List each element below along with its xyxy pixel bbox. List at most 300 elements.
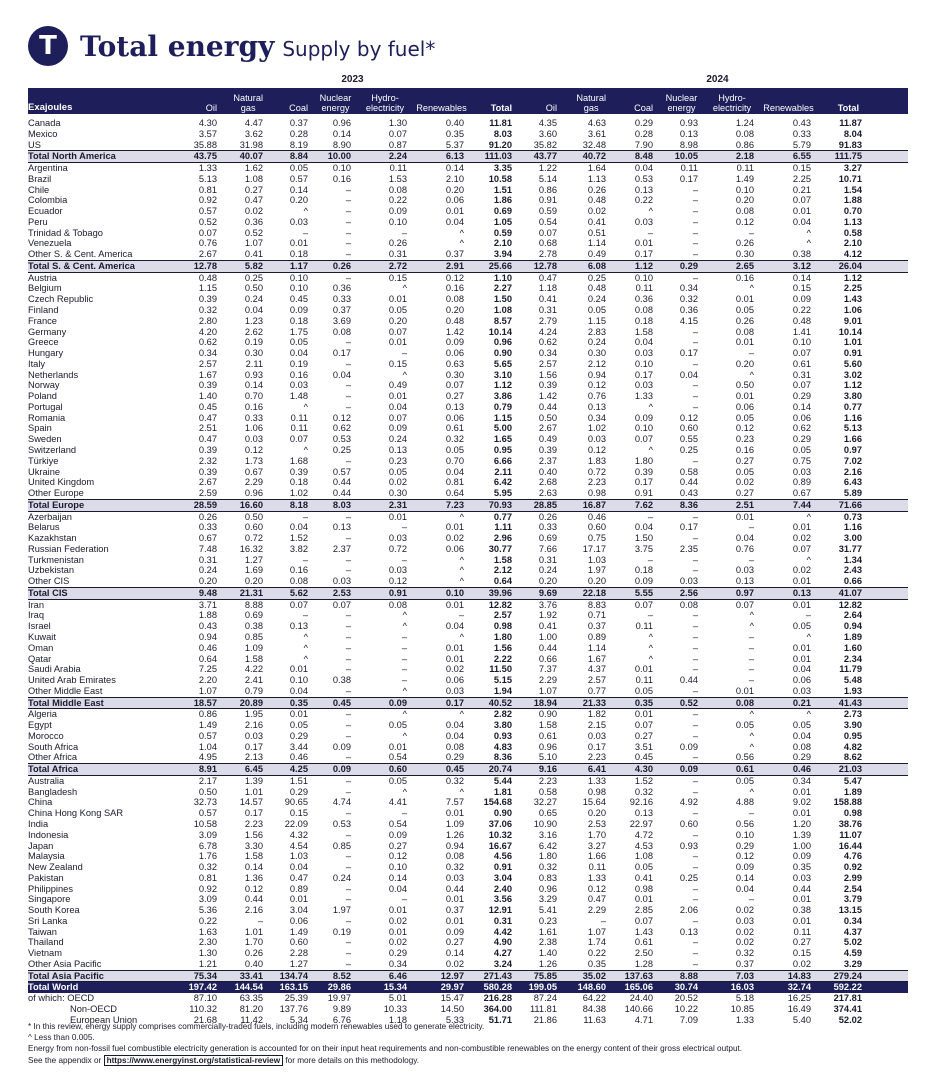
row-label: Belgium	[28, 283, 62, 294]
row-label: Peru	[28, 216, 48, 227]
cell-2023-5: 0.02	[445, 533, 464, 544]
cell-2024-2: 0.41	[634, 872, 653, 883]
cell-2023-6: 3.86	[493, 391, 512, 402]
cell-2024-2: 0.91	[634, 488, 653, 499]
cell-2023-4: ^	[402, 730, 407, 741]
cell-2024-3: 0.11	[680, 163, 698, 174]
cell-2023-5: 0.16	[445, 283, 464, 294]
cell-2023-5: 0.08	[445, 851, 464, 862]
table-row	[28, 1004, 908, 1015]
cell-2024-5: 0.35	[792, 862, 811, 873]
cell-2023-1: 0.04	[244, 305, 263, 316]
cell-2024-2: 4.30	[634, 764, 653, 775]
row-label: Taiwan	[28, 926, 57, 937]
cell-2023-0: 2.17	[198, 775, 217, 786]
table-row	[28, 873, 908, 884]
cell-2024-6: 1.12	[843, 380, 862, 391]
cell-2024-1: 0.24	[587, 294, 606, 305]
cell-2023-0: 110.32	[189, 1004, 217, 1015]
cell-2023-0: 0.20	[198, 576, 217, 587]
cell-2024-3: –	[692, 216, 698, 227]
cell-2024-2: 4.71	[634, 1014, 653, 1025]
cell-2024-1: 0.47	[587, 894, 606, 905]
cell-2023-0: 0.62	[198, 337, 217, 348]
footnote-caret: ^ Less than 0.005.	[28, 1033, 95, 1043]
cell-2023-4: 15.34	[383, 982, 407, 993]
cell-2023-3: 3.69	[332, 315, 351, 326]
cell-2024-5: 6.55	[792, 151, 811, 162]
cell-2024-2: 0.11	[635, 675, 653, 686]
cell-2024-4: 0.97	[735, 587, 754, 598]
cell-2024-1: 0.77	[587, 685, 606, 696]
cell-2023-3: 0.57	[332, 466, 351, 477]
cell-2024-3: 0.09	[679, 741, 698, 752]
cell-2024-1: 0.49	[587, 249, 606, 260]
cell-2024-5: 0.89	[792, 477, 811, 488]
table-row	[28, 709, 908, 720]
cell-2023-2: 3.04	[289, 905, 308, 916]
cell-2024-4: 0.29	[735, 840, 754, 851]
cell-2024-3: –	[692, 730, 698, 741]
cell-2023-2: 137.76	[279, 1004, 308, 1015]
cell-2024-5: 0.15	[792, 283, 811, 294]
cell-2023-0: 0.86	[198, 709, 217, 720]
cell-2024-1: 1.33	[587, 775, 606, 786]
cell-2024-3: 30.74	[674, 982, 698, 993]
cell-2023-1: 0.69	[244, 610, 263, 621]
cell-2023-0: 0.48	[198, 272, 217, 283]
cell-2023-2: 0.01	[289, 894, 308, 905]
cell-2024-2: 0.11	[635, 621, 653, 632]
cell-2023-0: 2.67	[198, 477, 217, 488]
cell-2023-2: ^	[303, 653, 308, 664]
cell-2024-4: –	[748, 808, 754, 819]
cell-2024-6: 3.27	[843, 163, 862, 174]
row-label: Total World	[28, 982, 79, 993]
cell-2023-6: 0.64	[493, 576, 512, 587]
cell-2023-2: 0.45	[289, 294, 308, 305]
cell-2024-0: 5.14	[538, 173, 557, 184]
row-label: of which: OECD	[28, 993, 95, 1004]
cell-2024-2: 165.06	[624, 982, 653, 993]
cell-2023-4: ^	[402, 610, 407, 621]
year-2023: 2023	[178, 71, 527, 89]
cell-2023-2: 0.29	[289, 730, 308, 741]
cell-2023-0: 0.32	[198, 862, 217, 873]
cell-2023-3: 29.86	[327, 982, 351, 993]
table-row	[28, 413, 908, 424]
cell-2024-1: 0.46	[587, 511, 606, 522]
cell-2023-2: 0.10	[289, 675, 308, 686]
cell-2023-3: 2.53	[332, 587, 351, 598]
cell-2024-0: 0.41	[538, 294, 557, 305]
cell-2024-2: 0.13	[634, 808, 653, 819]
table-row	[28, 467, 908, 478]
cell-2023-5: 0.45	[445, 764, 464, 775]
table-row	[28, 851, 908, 862]
cell-2024-4: 0.10	[735, 829, 754, 840]
cell-2023-2: 1.68	[289, 455, 308, 466]
cell-2024-3: 0.60	[679, 819, 698, 829]
cell-2023-2: 0.18	[289, 315, 308, 326]
cell-2024-1: 64.22	[582, 993, 606, 1004]
cell-2024-3: –	[692, 851, 698, 862]
cell-2023-1: 144.54	[234, 982, 263, 993]
cell-2023-4: 0.13	[388, 444, 407, 455]
cell-2023-5: ^	[459, 554, 464, 565]
footnote-asterisk: * In this review, energy supply comprises commercially-traded fuels, including modern renewables used to generate electricity.	[28, 1022, 485, 1031]
cell-2024-6: 2.99	[843, 872, 862, 883]
cell-2024-3: 0.13	[679, 926, 698, 937]
cell-2024-0: 1.61	[538, 926, 557, 937]
cell-2023-4: 10.33	[383, 1004, 407, 1015]
cell-2023-2: 0.05	[289, 720, 308, 731]
cell-2024-4: 0.07	[735, 599, 754, 610]
cell-2024-1: 21.33	[582, 697, 606, 708]
cell-2024-3: 0.25	[679, 872, 698, 883]
cell-2023-0: 0.57	[198, 730, 217, 741]
cell-2023-5: 0.27	[445, 391, 464, 402]
cell-2024-1: 0.75	[587, 533, 606, 544]
cell-2023-3: –	[345, 565, 351, 576]
cell-2024-1: 2.23	[587, 477, 606, 488]
cell-2023-1: 2.16	[244, 905, 263, 916]
cell-2023-6: 1.51	[493, 184, 512, 195]
cell-2023-6: 154.68	[483, 797, 512, 808]
table-row	[28, 610, 908, 621]
cell-2024-5: 0.34	[792, 775, 811, 786]
cell-2023-3: 2.37	[332, 543, 351, 554]
table-row	[28, 731, 908, 742]
row-label: Russian Federation	[28, 543, 109, 554]
cell-2024-3: 0.52	[679, 697, 698, 708]
cell-2023-0: 75.34	[193, 970, 217, 981]
cell-2024-4: 0.03	[735, 565, 754, 576]
row-label: South Africa	[28, 741, 79, 752]
cell-2023-0: 3.09	[198, 829, 217, 840]
cell-2024-3: 8.88	[679, 970, 698, 981]
cell-2024-5: 0.03	[792, 685, 811, 696]
cell-2024-2: 0.36	[634, 294, 653, 305]
cell-2024-3: –	[692, 610, 698, 621]
cell-2023-1: 5.82	[244, 260, 263, 271]
cell-2023-3: –	[345, 401, 351, 412]
cell-2024-1: 0.26	[587, 184, 606, 195]
cell-2023-5: 15.47	[440, 993, 464, 1004]
cell-2023-2: 8.19	[289, 139, 308, 150]
cell-2024-3: –	[692, 642, 698, 653]
cell-2023-5: 29.97	[440, 982, 464, 993]
cell-2024-1: 0.30	[587, 348, 606, 359]
table-row	[28, 787, 908, 798]
cell-2024-0: 0.61	[538, 730, 557, 741]
cell-2024-6: 5.02	[843, 937, 862, 948]
cell-2024-2: 0.07	[634, 915, 653, 926]
cell-2023-4: 1.18	[388, 1014, 407, 1025]
cell-2024-6: 8.04	[843, 128, 862, 139]
cell-2024-0: 1.92	[538, 610, 557, 621]
cell-2024-4: –	[748, 522, 754, 533]
cell-2024-5: 14.83	[787, 970, 811, 981]
row-label: Pakistan	[28, 872, 64, 883]
cell-2023-3: 0.12	[332, 412, 351, 423]
cell-2023-0: 1.04	[198, 741, 217, 752]
table-row	[28, 217, 908, 228]
cell-2024-4: –	[748, 894, 754, 905]
table-row	[28, 273, 908, 284]
cell-2024-5: 0.62	[792, 423, 811, 434]
cell-2023-4: –	[401, 808, 407, 819]
cell-2023-4: 0.05	[388, 775, 407, 786]
cell-2024-0: 0.62	[538, 337, 557, 348]
cell-2024-2: 0.07	[634, 599, 653, 610]
cell-2024-3: –	[692, 238, 698, 249]
cell-2023-4: 0.87	[388, 139, 407, 150]
cell-2024-2: 3.75	[634, 543, 653, 554]
cell-2024-0: 1.00	[538, 631, 557, 642]
cell-2024-0: 0.69	[538, 533, 557, 544]
cell-2024-6: 10.71	[838, 173, 862, 184]
cell-2024-2: 3.51	[634, 741, 653, 752]
cell-2023-3: 10.00	[327, 151, 351, 162]
cell-2024-2: ^	[648, 206, 653, 217]
cell-2024-4: 5.18	[735, 993, 754, 1004]
cell-2023-2: 0.39	[289, 466, 308, 477]
cell-2024-1: 0.03	[587, 434, 606, 445]
cell-2023-2: 0.11	[290, 412, 308, 423]
cell-2023-0: 0.33	[198, 522, 217, 533]
cell-2024-1: 4.37	[587, 664, 606, 675]
row-label: Malaysia	[28, 851, 65, 862]
cell-2023-6: 2.11	[494, 466, 512, 477]
cell-2024-2: 0.11	[635, 283, 653, 294]
cell-2023-6: 3.94	[493, 249, 512, 260]
cell-2023-0: 0.32	[198, 305, 217, 316]
cell-2023-0: 0.22	[198, 915, 217, 926]
cell-2024-3: –	[692, 883, 698, 894]
row-label: Israel	[28, 621, 51, 632]
cell-2024-3: –	[692, 829, 698, 840]
cell-2023-6: 1.50	[493, 294, 512, 305]
cell-2023-5: 0.01	[445, 599, 464, 610]
cell-2024-1: 1.03	[587, 554, 606, 565]
cell-2024-0: 3.29	[538, 894, 557, 905]
cell-2024-5: 0.27	[792, 937, 811, 948]
column-header-2023-6: Total	[490, 103, 512, 113]
cell-2024-2: 0.01	[634, 894, 653, 905]
cell-2023-2: 1.03	[289, 851, 308, 862]
cell-2023-0: 7.25	[198, 664, 217, 675]
cell-2023-0: 0.39	[198, 380, 217, 391]
cell-2024-3: 0.04	[679, 369, 698, 380]
cell-2024-5: 0.05	[792, 444, 811, 455]
cell-2024-0: 1.18	[538, 283, 557, 294]
cell-2023-4: ^	[402, 685, 407, 696]
cell-2024-0: 0.86	[538, 184, 557, 195]
cell-2023-6: 5.95	[493, 488, 512, 499]
cell-2023-3: –	[345, 752, 351, 763]
cell-2023-2: 1.27	[289, 958, 308, 969]
cell-2024-0: 0.39	[538, 380, 557, 391]
cell-2024-6: 592.22	[833, 982, 862, 993]
cell-2023-6: 8.03	[493, 128, 512, 139]
cell-2023-0: 2.20	[198, 675, 217, 686]
cell-2024-4: –	[748, 631, 754, 642]
cell-2024-6: 21.03	[838, 764, 862, 775]
cell-2023-2: ^	[303, 206, 308, 217]
cell-2023-3: –	[345, 391, 351, 402]
cell-2024-6: 3.79	[843, 894, 862, 905]
table-row	[28, 522, 908, 533]
cell-2024-4: 0.05	[735, 305, 754, 316]
cell-2024-3: –	[692, 554, 698, 565]
cell-2023-2: 8.84	[289, 151, 308, 162]
cell-2024-5: 0.31	[792, 369, 811, 380]
cell-2023-3: –	[345, 937, 351, 948]
cell-2024-3: –	[692, 358, 698, 369]
table-row	[28, 862, 908, 873]
cell-2023-6: 0.79	[493, 401, 512, 412]
cell-2024-0: 4.24	[538, 326, 557, 337]
cell-2024-6: 38.76	[838, 819, 862, 829]
cell-2023-1: 1.69	[244, 565, 263, 576]
cell-2024-2: 0.03	[634, 348, 653, 359]
cell-2023-6: 0.77	[493, 511, 512, 522]
cell-2024-4: 2.51	[735, 499, 754, 510]
cell-2024-1: 0.98	[587, 488, 606, 499]
cell-2024-4: 0.01	[735, 685, 754, 696]
cell-2023-3: 0.17	[332, 348, 351, 359]
cell-2024-6: 13.15	[838, 905, 862, 916]
cell-2023-6: 271.43	[483, 970, 512, 981]
cell-2023-1: 0.93	[244, 369, 263, 380]
data-table	[28, 118, 908, 1026]
cell-2024-2: 0.35	[634, 697, 653, 708]
cell-2024-6: 1.16	[843, 412, 862, 423]
cell-2024-6: 0.58	[843, 227, 862, 238]
cell-2023-4: 0.26	[388, 238, 407, 249]
cell-2024-5: 0.01	[792, 894, 811, 905]
cell-2023-3: –	[345, 958, 351, 969]
cell-2023-3: 0.24	[332, 872, 351, 883]
cell-2023-6: 16.67	[488, 840, 512, 851]
cell-2024-6: 0.95	[843, 730, 862, 741]
cell-2024-1: 0.03	[587, 730, 606, 741]
statistical-review-link[interactable]: https://www.energyinst.org/statistical-review	[104, 1055, 284, 1066]
cell-2024-2: 1.12	[634, 260, 653, 271]
row-label: Indonesia	[28, 829, 69, 840]
cell-2023-0: 0.34	[198, 348, 217, 359]
cell-2023-4: 0.01	[388, 337, 407, 348]
table-row	[28, 797, 908, 808]
cell-2024-4: 0.01	[735, 391, 754, 402]
row-label: Ecuador	[28, 206, 63, 217]
cell-2024-2: –	[647, 554, 653, 565]
cell-2024-5: 0.22	[792, 305, 811, 316]
row-label: France	[28, 315, 57, 326]
cell-2024-0: 3.60	[538, 128, 557, 139]
cell-2024-6: 0.91	[843, 348, 862, 359]
cell-2023-4: 0.05	[388, 305, 407, 316]
cell-2023-5: 0.01	[445, 522, 464, 533]
cell-2023-2: 134.74	[279, 970, 308, 981]
cell-2024-2: 92.16	[629, 797, 653, 808]
row-label: Iran	[28, 599, 45, 610]
cell-2024-5: 0.38	[792, 249, 811, 260]
cell-2023-0: 0.07	[198, 227, 217, 238]
cell-2024-4: 0.23	[735, 434, 754, 445]
cell-2024-6: 1.88	[843, 195, 862, 206]
cell-2023-2: 0.01	[289, 709, 308, 720]
cell-2024-0: 0.90	[538, 709, 557, 720]
cell-2024-1: 2.12	[587, 358, 606, 369]
table-row	[28, 163, 908, 174]
cell-2024-6: 8.62	[843, 752, 862, 763]
cell-2024-2: 1.28	[634, 958, 653, 969]
cell-2024-4: –	[748, 653, 754, 664]
cell-2024-4: 7.03	[735, 970, 754, 981]
cell-2024-4: 0.08	[735, 206, 754, 217]
cell-2024-3: –	[692, 533, 698, 544]
cell-2023-1: 0.33	[244, 412, 263, 423]
table-row	[28, 283, 908, 294]
table-row	[28, 830, 908, 841]
cell-2023-6: 111.03	[484, 151, 512, 162]
cell-2024-2: 0.04	[634, 522, 653, 533]
cell-2023-5: 0.04	[445, 216, 464, 227]
cell-2024-3: –	[692, 565, 698, 576]
cell-2023-1: 0.72	[244, 533, 263, 544]
cell-2023-6: 0.96	[493, 337, 512, 348]
cell-2024-5: 0.46	[792, 764, 811, 775]
cell-2023-5: 0.08	[445, 294, 464, 305]
cell-2024-4: 0.20	[735, 195, 754, 206]
row-label: Total S. & Cent. America	[28, 260, 135, 271]
cell-2024-5: 5.40	[792, 1014, 811, 1025]
cell-2023-0: 4.95	[198, 752, 217, 763]
cell-2024-1: 0.12	[587, 883, 606, 894]
cell-2024-4: 0.61	[735, 764, 754, 775]
row-label: Ukraine	[28, 466, 61, 477]
table-row	[28, 686, 908, 697]
cell-2024-4: 0.04	[735, 883, 754, 894]
cell-2023-1: 1.56	[244, 829, 263, 840]
cell-2023-0: 1.07	[198, 685, 217, 696]
row-label: Japan	[28, 840, 54, 851]
cell-2023-3: –	[345, 851, 351, 862]
row-label: Belarus	[28, 522, 60, 533]
cell-2024-0: 10.90	[533, 819, 557, 829]
cell-2024-1: 2.15	[587, 720, 606, 731]
cell-2023-3: –	[345, 862, 351, 873]
table-total-row	[28, 587, 908, 600]
cell-2023-0: 28.59	[193, 499, 217, 510]
cell-2024-4: 1.49	[735, 173, 754, 184]
cell-2024-0: 0.96	[538, 741, 557, 752]
cell-2023-3: 0.45	[332, 697, 351, 708]
row-label: Sri Lanka	[28, 915, 68, 926]
cell-2024-1: 0.72	[587, 466, 606, 477]
cell-2024-3: 7.09	[679, 1014, 698, 1025]
cell-2024-6: 0.92	[843, 862, 862, 873]
table-row	[28, 937, 908, 948]
cell-2023-3: –	[345, 380, 351, 391]
cell-2024-4: 0.37	[735, 958, 754, 969]
cell-2023-2: 1.51	[289, 775, 308, 786]
cell-2023-3: 8.90	[332, 139, 351, 150]
cell-2024-1: 0.76	[587, 391, 606, 402]
cell-2023-3: 0.14	[332, 128, 351, 139]
